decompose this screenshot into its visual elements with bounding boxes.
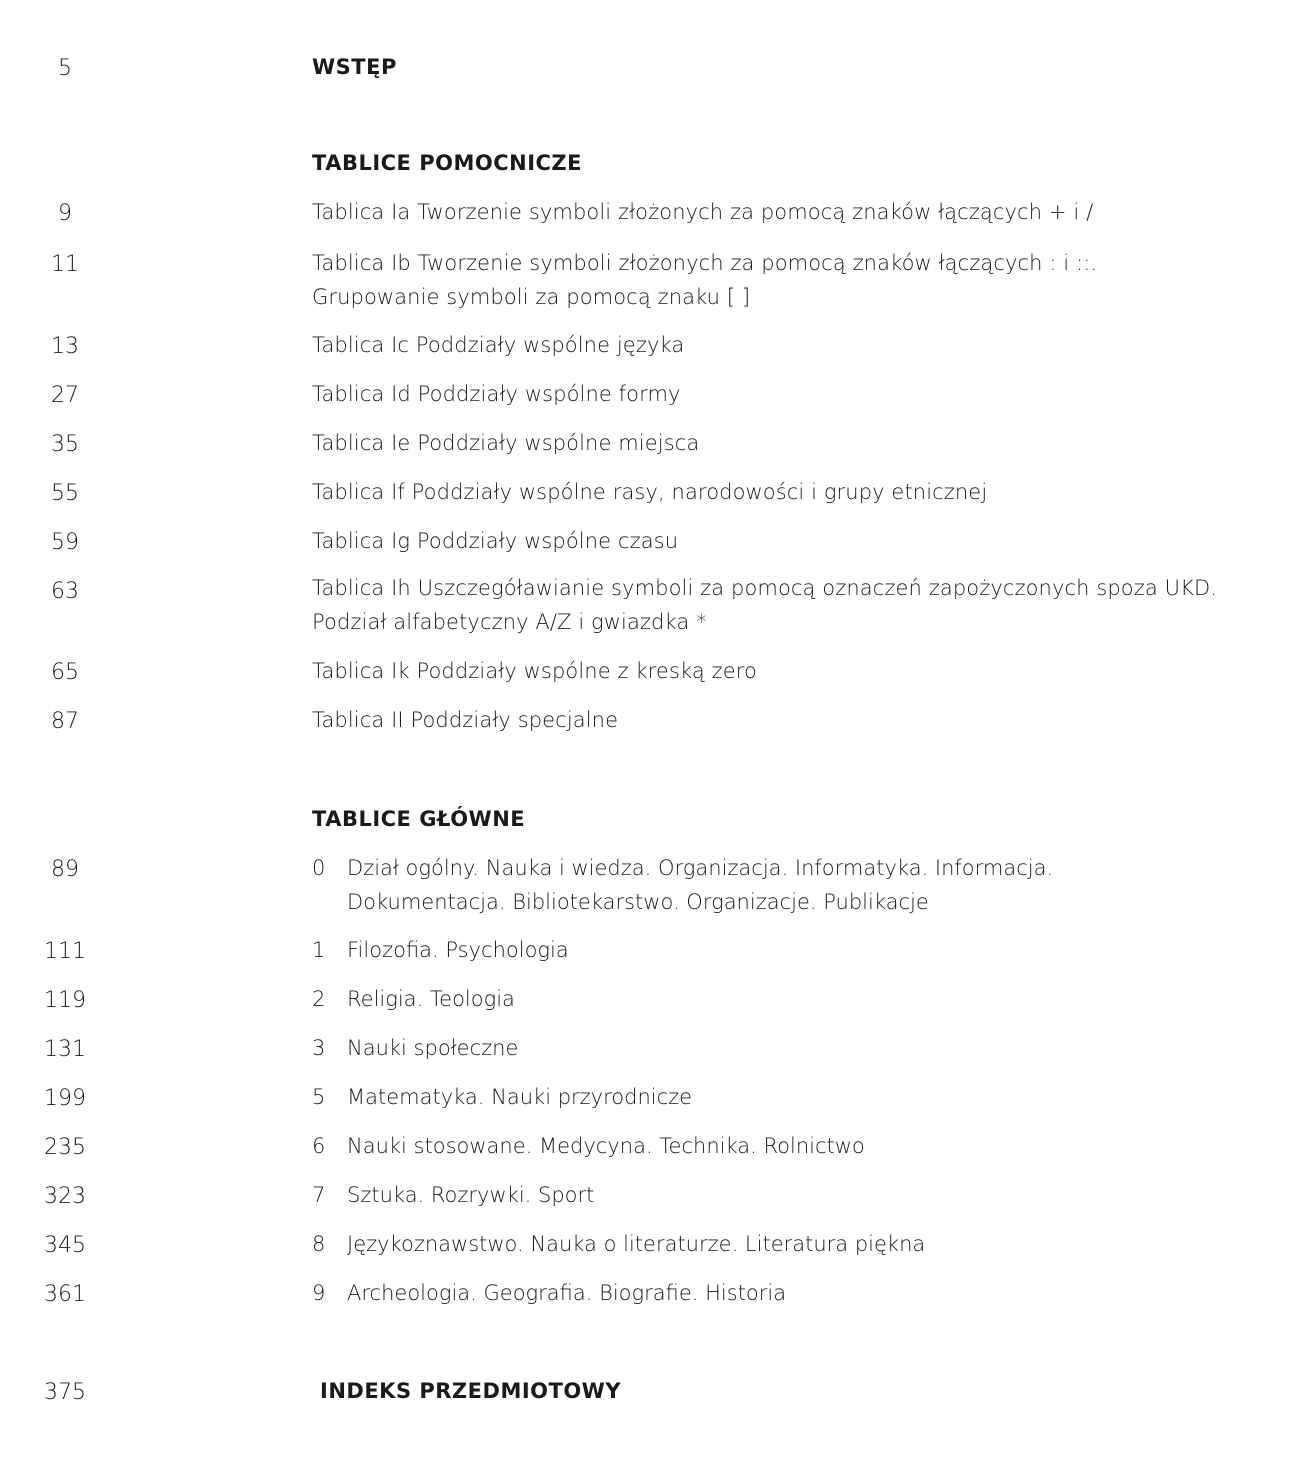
intro-page-number: 5 <box>58 56 72 81</box>
toc-entry[interactable] <box>312 703 1302 737</box>
toc-entry-text: Matematyka. Nauki przyrodnicze <box>347 1085 693 1109</box>
index-heading[interactable]: INDEKS PRZEDMIOTOWY <box>320 1379 622 1403</box>
index-page-number: 375 <box>44 1380 86 1405</box>
toc-page-number: 13 <box>51 334 79 359</box>
toc-entry-text: Religia. Teologia <box>347 987 515 1011</box>
toc-entry[interactable] <box>312 246 1302 314</box>
toc-entry-line: Tablica Ib Tworzenie symboli złożonych za pomocą znaków łączących : i ::. <box>312 251 1098 275</box>
main-tables-heading: TABLICE GŁÓWNE <box>312 807 526 831</box>
toc-page-number: 323 <box>44 1184 86 1209</box>
toc-entry-line: Tablica Id Poddziały wspólne formy <box>312 382 681 406</box>
class-number: 5 <box>312 1085 326 1109</box>
toc-entry[interactable] <box>312 328 1302 362</box>
toc-entry-line: Tablica Ic Poddziały wspólne języka <box>312 333 685 357</box>
toc-page-number: 63 <box>51 579 79 604</box>
toc-page-number: 345 <box>44 1233 86 1258</box>
toc-entry-line: Podział alfabetyczny A/Z i gwiazdka * <box>312 610 707 634</box>
toc-entry-line: Grupowanie symboli za pomocą znaku [ ] <box>312 285 751 309</box>
toc-entry[interactable] <box>312 475 1302 509</box>
toc-entry-line: Tablica Ig Poddziały wspólne czasu <box>312 529 679 553</box>
toc-entry-text: Nauki stosowane. Medycyna. Technika. Rolnictwo <box>347 1134 865 1158</box>
toc-entry-text: Sztuka. Rozrywki. Sport <box>347 1183 595 1207</box>
toc-entry[interactable] <box>312 654 1302 688</box>
toc-page-number: 11 <box>51 252 79 277</box>
toc-page-number: 9 <box>58 201 72 226</box>
toc-entry-text: Nauki społeczne <box>347 1036 519 1060</box>
toc-entry-line: Dokumentacja. Bibliotekarstwo. Organizacje. Publikacje <box>347 890 929 914</box>
class-number: 2 <box>312 987 326 1011</box>
toc-page-number: 131 <box>44 1037 86 1062</box>
toc-entry-line: Tablica II Poddziały specjalne <box>312 708 619 732</box>
toc-entry-text: Filozofia. Psychologia <box>347 938 569 962</box>
toc-page-number: 199 <box>44 1086 86 1111</box>
toc-entry[interactable] <box>312 426 1302 460</box>
toc-entry-text: Językoznawstwo. Nauka o literaturze. Literatura piękna <box>347 1232 926 1256</box>
class-number: 1 <box>312 938 326 962</box>
toc-entry-line: Tablica Ie Poddziały wspólne miejsca <box>312 431 700 455</box>
toc-page-number: 361 <box>44 1282 86 1307</box>
class-number: 9 <box>312 1281 326 1305</box>
toc-page-number: 65 <box>51 660 79 685</box>
toc-entry-text: Archeologia. Geografia. Biografie. Historia <box>347 1281 787 1305</box>
class-number: 8 <box>312 1232 326 1256</box>
toc-entry-line: Tablica Ih Uszczegóławianie symboli za pomocą oznaczeń zapożyczonych spoza UKD. <box>312 576 1218 600</box>
toc-entry-line: Tablica Ia Tworzenie symboli złożonych za pomocą znaków łączących + i / <box>312 200 1094 224</box>
toc-entry-line: Tablica Ik Poddziały wspólne z kreską zero <box>312 659 757 683</box>
toc-page-number: 89 <box>51 857 79 882</box>
toc-page-number: 111 <box>44 939 86 964</box>
toc-entry[interactable] <box>312 195 1302 229</box>
toc-page-number: 27 <box>51 383 79 408</box>
toc-page-number: 59 <box>51 530 79 555</box>
toc-page-number: 119 <box>44 988 86 1013</box>
aux-tables-heading: TABLICE POMOCNICZE <box>312 151 582 175</box>
toc-entry-line: Dział ogólny. Nauka i wiedza. Organizacja. Informatyka. Informacja. <box>347 856 1054 880</box>
class-number: 0 <box>312 856 326 880</box>
toc-page-number: 235 <box>44 1135 86 1160</box>
class-number: 3 <box>312 1036 326 1060</box>
toc-page-number: 55 <box>51 481 79 506</box>
toc-page-number: 35 <box>51 432 79 457</box>
toc-entry-line: Tablica If Poddziały wspólne rasy, narodowości i grupy etnicznej <box>312 480 988 504</box>
intro-heading[interactable]: WSTĘP <box>312 55 397 79</box>
toc-entry-text <box>347 851 1297 919</box>
toc-entry[interactable] <box>312 377 1302 411</box>
toc-entry[interactable] <box>312 524 1302 558</box>
toc-page-number: 87 <box>51 709 79 734</box>
class-number: 6 <box>312 1134 326 1158</box>
class-number: 7 <box>312 1183 326 1207</box>
toc-entry[interactable] <box>312 571 1302 639</box>
